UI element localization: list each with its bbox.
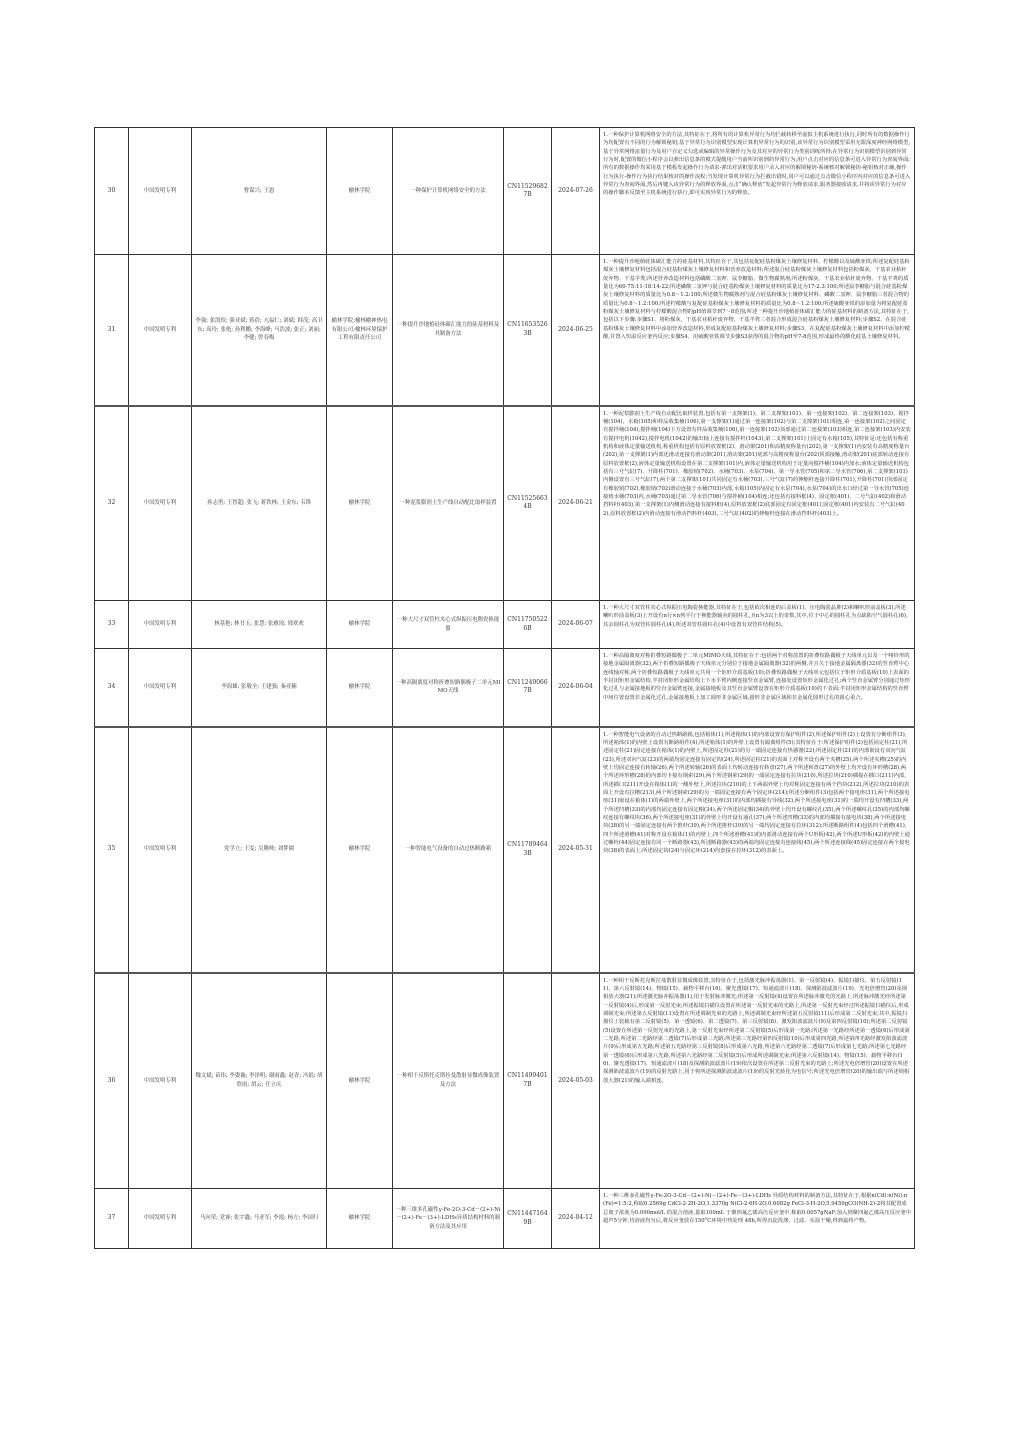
patent-table xyxy=(94,127,915,1249)
patent-type: 中国发明专利 xyxy=(129,601,192,649)
table-row xyxy=(95,727,915,973)
grant-date: 2024-06-21 xyxy=(552,406,600,601)
patent-title: 一种大尺寸双管柱夹心式纵振压电陶瓷换能器 xyxy=(393,601,504,649)
patent-number: CN115256634B xyxy=(504,406,552,601)
row-index: 34 xyxy=(95,649,129,727)
row-index: 32 xyxy=(95,406,129,601)
grant-date: 2024-06-25 xyxy=(552,255,600,406)
patent-type: 中国发明专利 xyxy=(129,406,192,601)
table-row xyxy=(95,128,915,255)
patent-abstract: 1.一种相干反斯托克斯拉曼散射显微成像装置,其特征在于,包括激光脉冲振荡器(1)、第一反射镜(4)、振镜扫描仪、第五反射镜(11)、第六反射镜(14)、物镜(15)、载物平移台(16)、聚光透镜(17)、短通滤波片(18)、探测陷波滤波片(19)、光电倍增管(20)及锁相放大器(21);所述激光脉冲振荡器(1),用于发射脉冲激光;所述第一反射镜(4)设置在所述脉冲激光的光路上,所述脉冲激光经所述第一反射镜(4)后,形成第一反射光束;所述振镜扫描仪设置在所述第一反射光束的光路上,所述第一反射光束经过所述振镜扫描仪后,形成调制光束;所述第五反射镜(11)设置在所述调制光束的光路上,所述调制光束经所述第五反射镜(11)后形成第二反射光束;其中,振镜扫描仪上装载有第二反射镜(5)、第一透镜(6)、第二透镜(7)、第三反射镜(8)、激发陷波滤波片(9)及第四反射镜(10);所述第二反射镜(5)设置在所述第一反射光束的光路上,第一反射光束经所述第二反射镜(5)后形成第一光路;所述第一光路经所述第一透镜(6)后形成第二光路,所述第二光路经第二透镜(7)后形成第三光路;所述第三光路经第四反射镜(10)后形成第四光路,所述第四光路经激发陷波滤波片(9)后形成第五光路;所述第五光路经第三反射镜(8)后形成第六光路,所述第六光路经第二透镜(7)后形成第七光路;所述第七光路经第一透镜(6)后形成第八光路,所述第八光路经第二反射镜(5)后形成所述调制光束;所述第六反射镜(14)、物镜(15)、载物平移台(16)、聚光透镜(17)、短通滤波片(18)及探测陷波滤波片(19)依次设置在所述第二反射光束的光路上;所述光电倍增管(20)设置在所述探测陷波滤波片(19)的反射光路上,用于将所述探测陷波滤波片(19)的反射光转化为电信号;所述光电倍增管(20)的输出端与所述锁相放大器(21)的输入端相连。 xyxy=(600,973,915,1189)
patent-title: 一种智能电气设备的自动过热断路箱 xyxy=(393,727,504,973)
inventors: 李海雄; 张敬全; 王建强; 秦亚楠 xyxy=(192,649,327,727)
patent-title: 一种泥浆膨润土生产线自动配比取样装置 xyxy=(393,406,504,601)
patent-type: 中国发明专利 xyxy=(129,255,192,406)
row-index: 31 xyxy=(95,255,129,406)
table-row xyxy=(95,1189,915,1249)
row-index: 33 xyxy=(95,601,129,649)
inventors: 林基艳; 林书玉; 张慧; 张雅琼; 邢欢欢 xyxy=(192,601,327,649)
patent-title: 一种高隔离度对称折叠短路偶极子二单元MIMO天线 xyxy=(393,649,504,727)
applicant: 榆林学院;榆林榆神热电有限公司;榆林环境保护工程有限责任公司 xyxy=(327,255,393,406)
patent-abstract: 1.一种提升沙地植硅体碳汇能力的硅基材料,其特征在于,其包括复配硅基粉煤灰土壤修复材料、柠檬酸以及硫酸亚铁;所述复配硅基粉煤灰土壤修复材料包括混合硅基粉煤灰土壤修复材料和营养改造材料;所述混合硅基粉煤灰土壤修复材料包括粉煤灰、干基农业秸秆废弃物、干基羊粪;所述营养改造材料包括磷酸二氢钾、鼠李糖脂、微生物腐熟剂;所述粉煤灰、干基农业秸秆废弃物、干基羊粪的质量比为60-75:11-18:14-22;所述磷酸二氢钾与混合硅基粉煤灰土壤修复材料的质量比为17-2.3:100;所述鼠李糖脂与混合硅基粉煤灰土壤修复材料的质量比为0.8～1.2:100;所述微生物腐熟剂与混合硅基粉煤灰土壤修复材料、磷酸二氢钾、鼠李糖脂三者混合物的质量比为0.8～1.2:100;所述柠檬酸与复配硅基粉煤灰土壤修复材料的质量比为0.8～1.2:100;所述硫酸亚铁的添加量为将复配硅基粉煤灰土壤修复材料与柠檬酸混合物的pH值调节到7～8范围;所述一种提升沙地植硅体碳汇能力的硅基材料的制备方法,其特征在于,包括以下步骤:步骤S1、将粉煤灰、干基农业秸秆废弃物、干基羊粪三者混合形成混合硅基粉煤灰土壤修复材料;步骤S2、在混合硅基粉煤灰土壤修复材料中添加营养改造材料,形成复配硅基粉煤灰土壤修复材料;步骤S3、在复配硅基粉煤灰土壤修复材料中添加柠檬酸,并置入恒温反应釜内反应;步骤S4、用硫酸亚铁调节步骤S3获得的混合物的pH至7-8范围,形成最终的酸化硅基土壤修复材料。 xyxy=(600,255,915,406)
table-row xyxy=(95,406,915,601)
patent-type: 中国发明专利 xyxy=(129,1189,192,1249)
patent-number: CN114994017B xyxy=(504,973,552,1189)
patent-abstract: 1.一种三维多孔磁性γ-Fe-2O-3-Cd－(2+)-Ni－(2+)-Fe－(3+)-LDHs 异质结构材料的制备方法,其特征在于,根据n(Cd):n(Ni):n(Fe)=1:5:2,称取0.2569g CdCl-2·2H-2O,1.3370g NiCl-2·6H-2O,0.6082g FeCl-3·H-2O,5.9459gCO(NH-2)-2将其配置成总离子浓度为0.090mol/L 的混合溶液,量取100mL 于聚四氟乙烯高压反应釜中,称取0.0057gNaF;加入到聚四氟乙烯高压反应釜中超声5分钟,待溶液均匀后,将反应釜放在150°C环境中热处理 48h,所得沉淀洗涤、过滤、室温干燥,得到最终产物。 xyxy=(600,1189,915,1249)
applicant: 榆林学院 xyxy=(327,406,393,601)
applicant: 榆林学院 xyxy=(327,727,393,973)
grant-date: 2024-06-07 xyxy=(552,601,600,649)
applicant: 榆林学院 xyxy=(327,128,393,255)
patent-type: 中国发明专利 xyxy=(129,649,192,727)
applicant: 榆林学院 xyxy=(327,601,393,649)
applicant: 榆林学院 xyxy=(327,1189,393,1249)
applicant: 榆林学院 xyxy=(327,973,393,1189)
patent-number: CN114471649B xyxy=(504,1189,552,1249)
patent-type: 中国发明专利 xyxy=(129,727,192,973)
patent-number: CN112490667B xyxy=(504,649,552,727)
table-row xyxy=(95,601,915,649)
patent-type: 中国发明专利 xyxy=(129,128,192,255)
table-row xyxy=(95,649,915,727)
inventors: 孙志勇; 王智超; 张飞; 蒋铁林; 王金东; 韦锋 xyxy=(192,406,327,601)
patent-abstract: 1.一种保护计算机网络安全的方法,其特征在于,将所有的计算机异常行为均拦截转移至虚拟主机系统进行执行,同时所有的数据操作行为均配置有不同的行为解锁秘钥;基于异常行为识别模型实现计算机异常行为的识别,该异常行为识别模型采用无限深度神经网络模型,基于异常网络流量行为及用户自定义勾选或编辑的异常操作行为及其对应的异常行为类别训练所得;在异常行为识别模型识别到异常行为时,配置的微信小程序会以弹出信息条的模式提醒用户当前所识别到的异常行为,用户点击对应的信息条可进入异常行为查阅界面;所有的数据操作均采用基于模板发起操作行为请求-弹出对话框要求用户录入对应的解锁秘钥-系统核对解锁秘钥-秘钥核对正确,操作行为执行-操作行为执行结果核对的操作流程;当发现计算机异常行为拦截出错时,用户可以通过点击微信小程序内对应的信息条可进入异常行为查阅界面,然后再键入该异常行为的释放界面,点击“确认释放”发起异常行为释放请求,服务器接收请求,并将该异常行为对应的操作脚本反馈至主机系统进行执行,即可实现异常行为的释放。 xyxy=(600,128,915,255)
patent-type: 中国发明专利 xyxy=(129,973,192,1189)
patent-abstract: 1.一种智能电气设备的自动过热断路箱,包括箱体(1),所述箱体(1)的内部设置有保护组件(2),所述保护组件(2)上设置有分断组件(3),所述箱体(1)的内壁上设置有断路组件(4),所述箱体(1)的外壁上设置有隔离组件(5);其特征在于:所述保护组件(2)包括固定柱(21),所述固定柱(21)固定连接在箱体(1)的内壁上,所述固定柱(21)的另一端固定连接有热感器(22),所述固定柱(21)的内部嵌设有双向气缸(23),所述双向气缸(23)的两端均固定连接有固定钩(24),所述固定柱(21)的表面上对称开设有两个夹槽(25),两个所述夹槽(25)的内壁上均固定连接有转轴(26),两个所述转轴(26)的表面上均转动连接有转盘(27),两个所述转盘(27)的外壁上均开设有环形槽(28),两个所述环形槽(28)的内部均卡接有钢索(29),两个所述钢索(29)的一端固定连接有拉块(210),所述拉块(210)插接在插口(211)内部,所述插口(211)开设在箱体(1)的一侧外壁上,所述拉块(210)的上下两端外壁上均对称固定连接有两个挡块(212),所述拉块(210)的表面上开设有拉槽(213),两个所述钢索(29)的另一端固定连接有两个固定环(214);所述分断组件(3)包括两个接电座(31),两个所述接电座(31)嵌设在箱体(1)的两端外壁上,两个所述接电座(31)的内部均插接有导线(32),两个所述接电座(31)的一端均开设有凹槽(33),两个所述凹槽(33)的内部均固定连接有固定帽(34),两个所述固定帽(34)的外壁上均开设有螺纹孔(35),两个所述螺纹孔(35)的内部均螺纹连接有螺纹块(36),两个所述接电座(31)的外壁上均开设有通孔(37),两个所述凹槽(33)的内部均插接有接电块(38),两个所述接电块(38)的另一端固定连接有两个推杆(39),两个所述推杆(39)的另一端均固定连接有拉环(312);所述断路组件(4)包括四个滑槽(41),四个所述滑槽(41)对称开设在箱体(1)的内壁上,四个所述滑槽(41)的内部滑动连接有两个U形板(42),两个所述U形板(42)的内壁上通过螺栓(44)固定连接有同一个断路器(43),所述断路器(43)的两端均固定连接有连接线(45),两个所述连接线(45)固定连接在两个接电块(38)的表面上;所述固定钩(24)与固定环(214)均套接在拉环(312)的表面上。 xyxy=(600,727,915,973)
table-row xyxy=(95,973,915,1189)
inventors: 李强; 张凯煜; 强亚斌; 蒋蓓; 亢福仁; 刘斌; 韩茂; 高卫东; 高玲; 张艳; 孙利鹏; 李海峰; 马浩波; 张正; 刘丽; 李健; 曾春梅 xyxy=(192,255,327,406)
patent-number: CN117505226B xyxy=(504,601,552,649)
inventors: 曹谋兴; 王恩 xyxy=(192,128,327,255)
patent-number: CN116535263B xyxy=(504,255,552,406)
inventors: 魏文斌; 苗伟; 李姿璇; 李泽明; 谢雨鑫; 赵青; 冯娟; 胡欣雨; 胡云; 任立庆 xyxy=(192,973,327,1189)
grant-date: 2024-05-03 xyxy=(552,973,600,1189)
grant-date: 2024-07-26 xyxy=(552,128,600,255)
patent-number: CN115296827B xyxy=(504,128,552,255)
patent-abstract: 1.一种高隔离度对称折叠短路偶极子二单元MIMO天线,其特征在于:包括两个对称放置的折叠短路偶极子天线单元以及一个哑铃形的接地金属隔离器(32),两个折叠短路偶极子天线单元分别位于接地金属隔离器(32)的两侧,并且关于接地金属隔离器(32)的竖直臂中心连线轴对称,两个折叠短路偶极子天线单元共用一个矩形介质基板(10);折叠短路偶极子天线单元包括位于矩形介质基板(10)上表面的半封闭矩形金属结构,半封闭矩形金属结构上下水平臂内侧连接竖直金属臂,连接处设置矩形金属化过孔;两个竖直金属臂分别通过矩形化过孔与金属接地板的竖直金属臂连接,金属接地板及其竖直金属臂设置在矩形介质基板(10)的下表面;半封闭矩形金属结构的竖直臂中间位置设置非金属化过孔,金属接地板上加工圆形非金属区域,圆形非金属区域和非金属化圆形过孔的圆心重合。 xyxy=(600,649,915,727)
patent-title: 一种提升沙地植硅体碳汇能力的硅基材料及其制备方法 xyxy=(393,255,504,406)
grant-date: 2024-04-12 xyxy=(552,1189,600,1249)
row-index: 35 xyxy=(95,727,129,973)
patent-number: CN117894643B xyxy=(504,727,552,973)
patent-abstract: 1.一种泥浆膨润土生产线自动配比取样装置,包括有第一支撑架(1)、第二支撑架(101)、第一连接架(102)、第二连接架(103)、搅拌桶(104)、水箱(105)和样品收集桶(106),第一支撑架(1)通过第一连接架(102)与第二支撑架(101)相连,第一连接架(102)之间固定有搅拌桶(104),搅拌桶(104)下方设置有样品收集桶(106),第一连接架(102)顶部通过第二连接架(103)相连,第二连接架(103)内安装有搅拌电机(1042),搅拌电机(1042)的输出轴上连接有搅拌杆(1043),第二支撑架(101)上固定有水箱(105),其特征是:还包括有称重机构和液体定量输送机构,称重机构包括有原料放置框(2)、滑动架(201)和高精度称量台(202),第一支撑架(1)内安装有高精度称量台(202),第一支撑架(1)内部还滑动连接有滑动架(201),滑动架(201)底部与高精度称量台(202)顶部接触,滑动架(201)底部转动连接有原料放置框(2),液体定量输送机构设置在第二支撑架(101)内,液体定量输送机构用于定量向搅拌桶(104)内加水;液体定量输送机构包括有三号气缸(7)、升降柱(701)、橡胶销(702)、水桶(703)、水泵(704)、第一导水管(705)和第二导水管(706),第二支撑架(101)内侧设置有三号气缸(7),两个第二支撑架(101)共同固定有水桶(703),三号气缸(7)的伸缩杆连接升降柱(701),升降柱(701)顶部固定有橡胶销(702),橡胶销(702)滑动连接于水桶(703)内部,水箱(105)内固定有水泵(704),水泵(704)的出水口经过第一导水管(705)连接到水桶(703)内,水桶(703)通过第二导水管(706)与搅拌桶(104)相连;还包括有接料框(4)、固定框(401)、二号气缸(402)和滑动挡料杆(403),第一支撑架(1)内侧滑动连接有接料框(4),原料放置框(2)底部固定有固定框(401),固定框(401)内安装有二号气缸(402),原料放置框(2)内滑动连接有滑动挡料杆(403),二号气缸(402)的伸缩杆连接在滑动挡料杆(403)上。 xyxy=(600,406,915,601)
patent-abstract: 1.一种大尺寸双管柱夹心式纵振压电陶瓷换能器,其特征在于,包括依次相连的后盖板(1)、压电陶瓷晶堆(2)和喇叭形前盖板(3),所述喇叭形前盖板(3)上开设有n行×n列平行于换能器轴向的圆柱孔,且n为3以上的奇数,其中,位于中心的圆柱孔为点缺陷空气圆柱孔(6),其余圆柱孔为双管柱圆柱孔(4),所述双管柱圆柱孔(4)中设置有双管柱结构(5)。 xyxy=(600,601,915,649)
inventors: 党学立; 王雯; 吴腾帅; 刘梦園 xyxy=(192,727,327,973)
applicant: 榆林学院 xyxy=(327,649,393,727)
grant-date: 2024-06-04 xyxy=(552,649,600,727)
row-index: 37 xyxy=(95,1189,129,1249)
row-index: 36 xyxy=(95,973,129,1189)
grant-date: 2024-05-31 xyxy=(552,727,600,973)
patent-title: 一种三维多孔磁性γ-Fe-2O-3-Cd－(2+)-Ni－(2+)-Fe－(3+)-LDHs异质结构材料的制备方法及其应用 xyxy=(393,1189,504,1249)
inventors: 马向荣; 党睿; 张宇鑫; 马亚军; 李霞; 杨方; 李国归 xyxy=(192,1189,327,1249)
row-index: 30 xyxy=(95,128,129,255)
patent-title: 一种保护计算机网络安全的方法 xyxy=(393,128,504,255)
patent-title: 一种相干反斯托克斯拉曼散射显微成像装置及方法 xyxy=(393,973,504,1189)
table-row xyxy=(95,255,915,406)
